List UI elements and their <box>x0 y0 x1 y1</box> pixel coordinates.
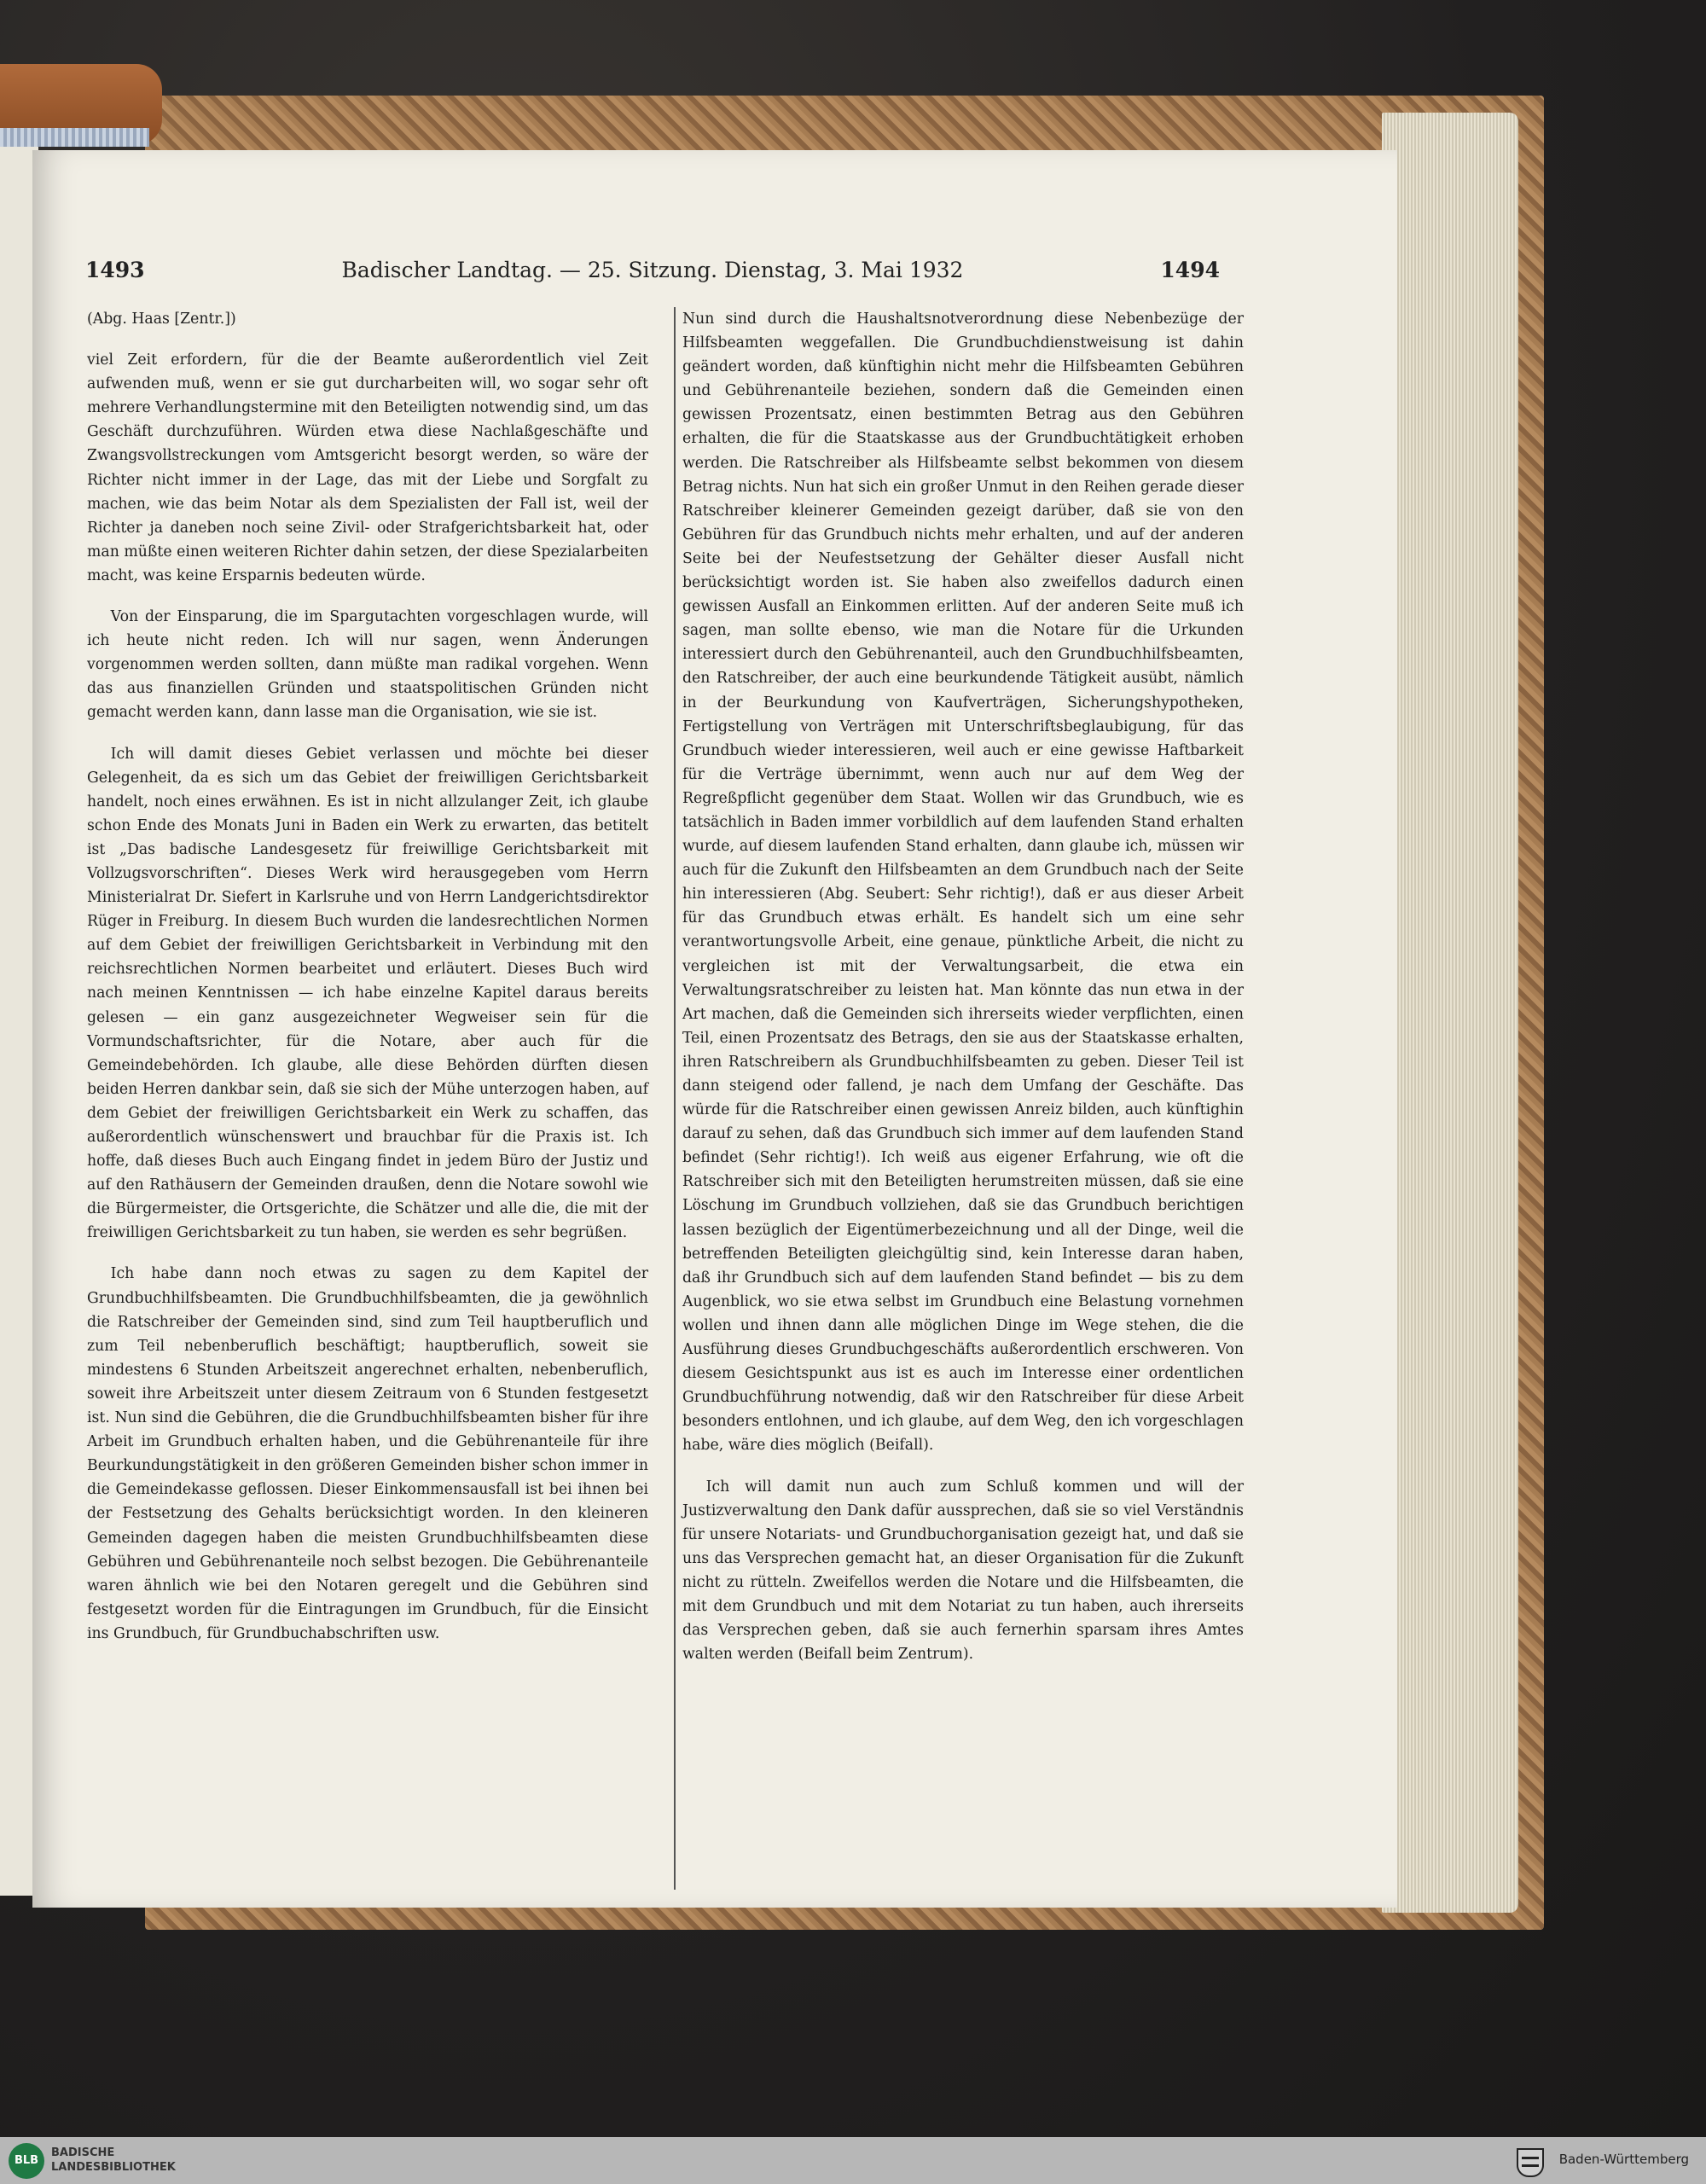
paragraph: Ich will damit dieses Gebiet verlassen und möchte bei dieser Gelegenheit, da es sich um das Gebiet der freiwilligen Gerichtsbarkeit handelt, noch eines erwähnen. Es ist in nicht allzulanger Zeit, ich glaube schon Ende des Monats Juni in Baden ein Werk zu erwarten, das betitelt ist „Das badische Landesgesetz für freiwillige Gerichtsbarkeit mit Vollzugsvorschriften“. Dieses Werk wird herausgegeben vom Herrn Ministerialrat Dr. Siefert in Karlsruhe und von Herrn Landgerichtsdirektor Rüger in Freiburg. In diesem Buch wurden die landesrechtlichen Normen auf dem Gebiet der freiwilligen Gerichtsbarkeit in Verbindung mit den reichsrechtlichen Normen bearbeitet und erläutert. Dieses Buch wird nach meinen Kenntnissen — ich habe einzelne Kapitel daraus bereits gelesen — ein ganz ausgezeichneter Wegweiser sein für die Vormundschaftsrichter, für die Notare, aber auch für die Gemeindebehörden. Ich glaube, alle diese Behörden dürften diesen beiden Herren dankbar sein, daß sie sich der Mühe unterzogen haben, auf dem Gebiet der freiwilligen Gerichtsbarkeit ein Werk zu schaffen, das außerordentlich wünschenswert und brauchbar für die Praxis ist. Ich hoffe, daß dieses Buch auch Eingang findet in jedem Büro der Justiz und auf den Rathäusern der Gemeinden draußen, denn die Notare sowohl wie die Bürgermeister, die Ortsgerichte, die Schätzer und alle die, die mit der freiwilligen Gerichtsbarkeit zu tun haben, sie werden es sehr begrüßen. <box>87 745 648 1242</box>
right-column <box>682 307 1244 1666</box>
library-name-line2: LANDESBIBLIOTHEK <box>51 2161 176 2174</box>
state-coat-of-arms-icon <box>1517 2148 1544 2177</box>
column-divider <box>674 307 676 1890</box>
state-name[interactable]: Baden-Württemberg <box>1558 2152 1689 2167</box>
paragraph: Nun sind durch die Haushaltsnotverordnung diese Nebenbezüge der Hilfsbeamten weggefallen. Die Grundbuchdienstweisung ist dahin geändert worden, daß künftighin nicht mehr die Hilfsbeamten Gebühren und Gebührenanteile beziehen, sondern daß die Gemeinden einen gewissen Prozentsatz, einen bestimmten Betrag aus den Gebühren erhalten, die für die Staatskasse aus der Grundbuchtätigkeit erhoben werden. Die Ratschreiber als Hilfsbeamte selbst bekommen von diesem Betrag nichts. Nun hat sich ein großer Unmut in den Reihen gerade dieser Ratschreiber kleinerer Gemeinden gezeigt darüber, daß sie von den Gebühren für das Grundbuch nichts mehr erhalten, und auf der anderen Seite bei der Neufestsetzung der Gehälter dieser Ausfall nicht berücksichtigt worden ist. Sie haben also zweifellos dadurch einen gewissen Ausfall an Einkommen erlitten. Auf der anderen Seite muß ich sagen, man sollte ebenso, wie man die Notare für die Urkunden interessiert durch den Gebührenanteil, auch den Grundbuchhilfsbeamten, den Ratschreiber, der auch eine beurkundende Tätigkeit ausübt, nämlich in der Beurkundung von Kaufverträgen, Sicherungshypotheken, Fertigstellung von Verträgen mit Unterschriftsbeglaubigung, für das Grundbuch wieder interessieren, weil auch er eine gewisse Haftbarkeit für die Verträge übernimmt, wenn auch nur auf dem Weg der Regreßpflicht gegenüber dem Staat. Wollen wir das Grundbuch, wie es tatsächlich in Baden immer vorbildlich auf dem laufenden Stand erhalten wurde, auf diesem laufenden Stand erhalten, dann glaube ich, müssen wir auch für die Zukunft den Hilfsbeamten an dem Grundbuch nach der Seite hin interessieren (Abg. Seubert: Sehr richtig!), daß er aus dieser Arbeit für das Grundbuch etwas erhält. Es handelt sich um eine sehr verantwortungsvolle Arbeit, eine genaue, pünktliche Arbeit, die nicht zu vergleichen ist mit der Verwaltungsarbeit, die etwa ein Verwaltungsratschreiber zu leisten hat. Man könnte das nun etwa in der Art machen, daß die Gemeinden sich ihrerseits wieder verpflichten, einen Teil, einen Prozentsatz des Betrags, den sie aus der Staatskasse erhalten, ihren Ratschreibern als Grundbuchhilfsbeamten zu geben. Dieser Teil ist dann steigend oder fallend, je nach dem Umfang der Geschäfte. Das würde für die Ratschreiber einen gewissen Anreiz bilden, auch künftighin darauf zu sehen, daß das Grundbuch sich immer auf dem laufenden Stand befindet (Sehr richtig!). Ich weiß aus eigener Erfahrung, wie oft die Ratschreiber sich mit den Beteiligten herumstreiten müssen, daß sie eine Löschung im Grundbuch vollziehen, daß sie das Grundbuch berichtigen lassen bezüglich der Eigentümerbezeichnung und all der Dinge, weil die betreffenden Beteiligten gleichgültig sind, kein Interesse daran haben, daß ihr Grundbuch sich auf dem laufenden Stand befindet — bis zu dem Augenblick, wo sie etwa selbst im Grundbuch eine Belastung vornehmen wollen und ihnen dann alle möglichen Dinge im Wege stehen, die die Ausführung dieses Grundbuchgeschäfts außerordentlich erschweren. Von diesem Gesichtspunkt aus ist es auch im Interesse einer ordentlichen Grundbuchführung notwendig, daß wir den Ratschreiber für diese Arbeit besonders entlohnen, und ich glaube, auf dem Weg, den ich vorgeschlagen habe, wäre dies möglich (Beifall). <box>682 311 1244 1455</box>
running-title: Badischer Landtag. — 25. Sitzung. Dienstag, 3. Mai 1932 <box>341 258 964 282</box>
paragraph: viel Zeit erfordern, für die der Beamte außerordentlich viel Zeit aufwenden muß, wenn er sie gut durcharbeiten will, wo sogar sehr oft mehrere Verhandlungstermine mit den Beteiligten notwendig sind, um das Geschäft durchzuführen. Würden etwa diese Nachlaßgeschäfte und Zwangsvollstreckungen vom Amtsgericht besorgt werden, so wäre der Richter nicht immer in der Lage, das mit der Liebe und Sorgfalt zu machen, wie das beim Notar als dem Spezialisten der Fall ist, weil der Richter ja daneben noch seine Zivil- oder Strafgerichtsbarkeit hat, oder man müßte einen weiteren Richter dahin setzen, der diese Spezialarbeiten macht, was keine Ersparnis bedeuten würde. <box>87 351 648 584</box>
page-header <box>85 258 1220 292</box>
library-name-line1: BADISCHE <box>51 2146 115 2159</box>
paragraph: Ich habe dann noch etwas zu sagen zu dem Kapitel der Grundbuchhilfsbeamten. Die Grundbuchhilfsbeamten, die ja gewöhnlich die Ratschreiber der Gemeinden sind, sind zum Teil hauptberuflich und zum Teil nebenberuflich beschäftigt; hauptberuflich, soweit sie mindestens 6 Stunden Arbeitszeit angerechnet erhalten, nebenberuflich, soweit ihre Arbeitszeit unter diesem Zeitraum von 6 Stunden festgesetzt ist. Nun sind die Gebühren, die die Grundbuchhilfsbeamten bisher für ihre Arbeit im Grundbuch erhalten haben, und die Gebührenanteile für ihre Beurkundungstätigkeit in den größeren Gemeinden bisher schon immer in die Gemeindekasse geflossen. Dieser Einkommensausfall ist bei ihnen bei der Festsetzung des Gehalts berücksichtigt worden. In den kleineren Gemeinden dagegen haben die meisten Grundbuchhilfsbeamten diese Gebühren und Gebührenanteile noch selbst bezogen. Die Gebührenanteile waren ähnlich wie bei den Notaren geregelt und die Gebühren sind festgesetzt worden für die Eintragungen im Grundbuch, für die Einsicht ins Grundbuch, für Grundbuchabschriften usw. <box>87 1265 648 1642</box>
bookmark-ribbon <box>0 128 149 147</box>
left-column <box>87 307 648 1646</box>
library-name[interactable] <box>51 2146 176 2175</box>
page-number-right: 1494 <box>1160 258 1220 282</box>
page-number-left: 1493 <box>85 258 145 282</box>
speaker-label: (Abg. Haas [Zentr.]) <box>87 311 236 328</box>
blb-logo[interactable]: BLB <box>9 2143 44 2179</box>
paragraph: Von der Einsparung, die im Spargutachten vorgeschlagen wurde, will ich heute nicht reden. Ich will nur sagen, wenn Änderungen vorgenommen werden sollten, dann müßte man radikal vorgehen. Wenn das aus finanziellen Gründen und staatspolitischen Gründen nicht gemacht werden kann, dann lasse man die Organisation, wie sie ist. <box>87 608 648 722</box>
paragraph: Ich will damit nun auch zum Schluß kommen und will der Justizverwaltung den Dank dafür aussprechen, daß sie so viel Verständnis für unsere Notariats- und Grundbuchorganisation gezeigt hat, und daß sie uns das Versprechen gemacht hat, an dieser Organisation für die Zukunft nicht zu rütteln. Zweifellos werden die Notare und die Hilfsbeamten, die mit dem Grundbuch und mit dem Notariat zu tun haben, auch ihrerseits das Versprechen geben, daß sie auch fernerhin sparsam ihres Amtes walten werden (Beifall beim Zentrum). <box>682 1478 1244 1664</box>
page-stack-edges <box>1382 113 1518 1913</box>
viewer-footer <box>0 2137 1706 2184</box>
